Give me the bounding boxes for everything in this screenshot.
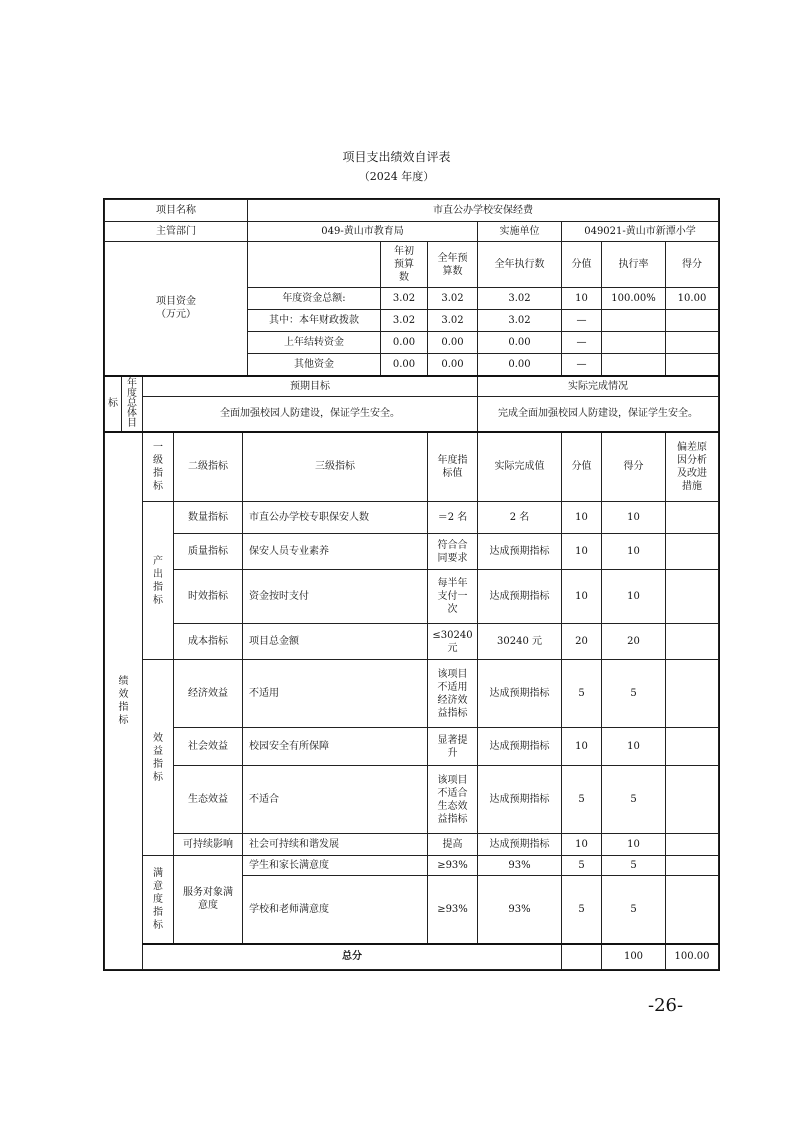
- funds-header-blank: [248, 242, 381, 288]
- page-number: -26-: [648, 995, 684, 1016]
- fund-row-initial: 0.00: [381, 332, 428, 354]
- level3: 不适用: [243, 660, 428, 728]
- level2: 时效指标: [174, 570, 243, 624]
- fund-row-score: 10.00: [666, 288, 719, 310]
- target: 该项目 不适合 生态效 益指标: [428, 766, 478, 834]
- reason: [666, 856, 719, 876]
- fund-row-score-value: 10: [562, 288, 602, 310]
- score-value: 5: [562, 856, 602, 876]
- fund-row-rate: [602, 310, 666, 332]
- score-value: 5: [562, 766, 602, 834]
- expected-goal: 全面加强校园人防建设，保证学生安全。: [143, 396, 478, 431]
- target: ≥93%: [428, 876, 478, 944]
- score-value: 5: [562, 660, 602, 728]
- fund-row-exec: 0.00: [478, 332, 562, 354]
- actual-value: 达成预期指标: [478, 660, 562, 728]
- score: 10: [602, 728, 666, 766]
- actual-value: 达成预期指标: [478, 534, 562, 570]
- score-value: 10: [562, 834, 602, 856]
- fund-row-name: 上年结转资金: [248, 332, 381, 354]
- level3: 社会可持续和谐发展: [243, 834, 428, 856]
- fund-row-rate: [602, 354, 666, 376]
- score: 5: [602, 876, 666, 944]
- perf-indicator-label: 绩 效 指 标: [105, 432, 143, 970]
- actual-value: 达成预期指标: [478, 728, 562, 766]
- goals-label-a: 年 度 总 体 目: [121, 377, 142, 431]
- level2: 服务对象满 意度: [174, 856, 243, 944]
- fund-row-score-value: —: [562, 354, 602, 376]
- col-full-budget: 全年预 算数: [428, 242, 478, 288]
- level3: 校园安全有所保障: [243, 728, 428, 766]
- score-value: 10: [562, 534, 602, 570]
- fund-row-score: [666, 310, 719, 332]
- score-value: 10: [562, 502, 602, 534]
- score-value: 5: [562, 876, 602, 944]
- dept-value: 049-黄山市教育局: [248, 222, 478, 242]
- level3: 学生和家长满意度: [243, 856, 428, 876]
- score-value: 20: [562, 624, 602, 660]
- reason: [666, 876, 719, 944]
- total-score-value: 100: [602, 944, 666, 970]
- actual-value: 93%: [478, 876, 562, 944]
- score: 5: [602, 660, 666, 728]
- total-label: 总分: [143, 944, 562, 970]
- level2: 成本指标: [174, 624, 243, 660]
- level1-output: 产 出 指 标: [143, 502, 174, 660]
- col-initial-budget: 年初 预算 数: [381, 242, 428, 288]
- level2: 社会效益: [174, 728, 243, 766]
- fund-row-rate: 100.00%: [602, 288, 666, 310]
- fund-row-score-value: —: [562, 332, 602, 354]
- reason: [666, 766, 719, 834]
- col-target: 年度指 标值: [428, 432, 478, 502]
- reason: [666, 834, 719, 856]
- level2: 数量指标: [174, 502, 243, 534]
- actual-value: 93%: [478, 856, 562, 876]
- fund-row-full: 0.00: [428, 354, 478, 376]
- reason: [666, 502, 719, 534]
- fund-row-initial: 3.02: [381, 288, 428, 310]
- level3: 项目总金额: [243, 624, 428, 660]
- score: 10: [602, 570, 666, 624]
- actual-value: 30240 元: [478, 624, 562, 660]
- expected-goal-label: 预期目标: [143, 376, 478, 397]
- col-score: 得分: [666, 242, 719, 288]
- level2: 可持续影响: [174, 834, 243, 856]
- score-value: 10: [562, 570, 602, 624]
- fund-row-exec: 3.02: [478, 310, 562, 332]
- score-value: 10: [562, 728, 602, 766]
- goals-label-b: 标: [108, 398, 118, 409]
- score: 10: [602, 834, 666, 856]
- col-ind-score: 得分: [602, 432, 666, 502]
- document-title: 项目支出绩效自评表: [342, 150, 451, 164]
- actual-result-label: 实际完成情况: [478, 376, 719, 397]
- reason: [666, 624, 719, 660]
- col-level1: 一 级 指 标: [143, 432, 174, 502]
- col-execution: 全年执行数: [478, 242, 562, 288]
- reason: [666, 660, 719, 728]
- project-name: 市直公办学校安保经费: [248, 200, 719, 222]
- actual-value: 达成预期指标: [478, 570, 562, 624]
- fund-row-full: 3.02: [428, 288, 478, 310]
- actual-result: 完成全面加强校园人防建设，保证学生安全。: [478, 396, 719, 431]
- level3: 资金按时支付: [243, 570, 428, 624]
- score: 5: [602, 766, 666, 834]
- level2: 质量指标: [174, 534, 243, 570]
- level3: 不适合: [243, 766, 428, 834]
- reason: [666, 534, 719, 570]
- actual-value: 达成预期指标: [478, 834, 562, 856]
- total-actual-blank: [562, 944, 602, 970]
- target: 提高: [428, 834, 478, 856]
- reason: [666, 728, 719, 766]
- project-name-label: 项目名称: [105, 200, 248, 222]
- total-score: 100.00: [666, 944, 719, 970]
- fund-row-initial: 0.00: [381, 354, 428, 376]
- target: 该项目 不适用 经济效 益指标: [428, 660, 478, 728]
- level2: 经济效益: [174, 660, 243, 728]
- target: ＝2 名: [428, 502, 478, 534]
- col-ind-score-value: 分值: [562, 432, 602, 502]
- goals-label: [105, 376, 143, 432]
- target: ≤30240 元: [428, 624, 478, 660]
- fund-row-initial: 3.02: [381, 310, 428, 332]
- fund-row-score-value: —: [562, 310, 602, 332]
- fund-row-score: [666, 332, 719, 354]
- col-actual: 实际完成值: [478, 432, 562, 502]
- target: 每半年 支付一 次: [428, 570, 478, 624]
- level1-satisfaction: 满 意 度 指 标: [143, 856, 174, 944]
- fund-row-name: 年度资金总额:: [248, 288, 381, 310]
- funds-label: 项目资金 （万元）: [105, 242, 248, 376]
- target: ≥93%: [428, 856, 478, 876]
- unit-value: 049021-黄山市新潭小学: [562, 222, 719, 242]
- target: 显著提 升: [428, 728, 478, 766]
- target: 符合合 同要求: [428, 534, 478, 570]
- level3: 保安人员专业素养: [243, 534, 428, 570]
- document-year: （2024 年度）: [358, 170, 435, 183]
- col-exec-rate: 执行率: [602, 242, 666, 288]
- level1-benefit: 效 益 指 标: [143, 660, 174, 856]
- score: 10: [602, 502, 666, 534]
- score: 10: [602, 534, 666, 570]
- actual-value: 达成预期指标: [478, 766, 562, 834]
- reason: [666, 570, 719, 624]
- fund-row-exec: 3.02: [478, 288, 562, 310]
- fund-row-exec: 0.00: [478, 354, 562, 376]
- fund-row-score: [666, 354, 719, 376]
- fund-row-full: 0.00: [428, 332, 478, 354]
- actual-value: 2 名: [478, 502, 562, 534]
- col-score-value: 分值: [562, 242, 602, 288]
- fund-row-full: 3.02: [428, 310, 478, 332]
- col-level3: 三级指标: [243, 432, 428, 502]
- level3: 学校和老师满意度: [243, 876, 428, 944]
- evaluation-table: [104, 199, 719, 970]
- score: 5: [602, 856, 666, 876]
- col-reason: 偏差原 因分析 及改进 措施: [666, 432, 719, 502]
- level3: 市直公办学校专职保安人数: [243, 502, 428, 534]
- fund-row-name: 其他资金: [248, 354, 381, 376]
- fund-row-rate: [602, 332, 666, 354]
- level2: 生态效益: [174, 766, 243, 834]
- fund-row-name: 其中：本年财政拨款: [248, 310, 381, 332]
- unit-label: 实施单位: [478, 222, 562, 242]
- score: 20: [602, 624, 666, 660]
- col-level2: 二级指标: [174, 432, 243, 502]
- dept-label: 主管部门: [105, 222, 248, 242]
